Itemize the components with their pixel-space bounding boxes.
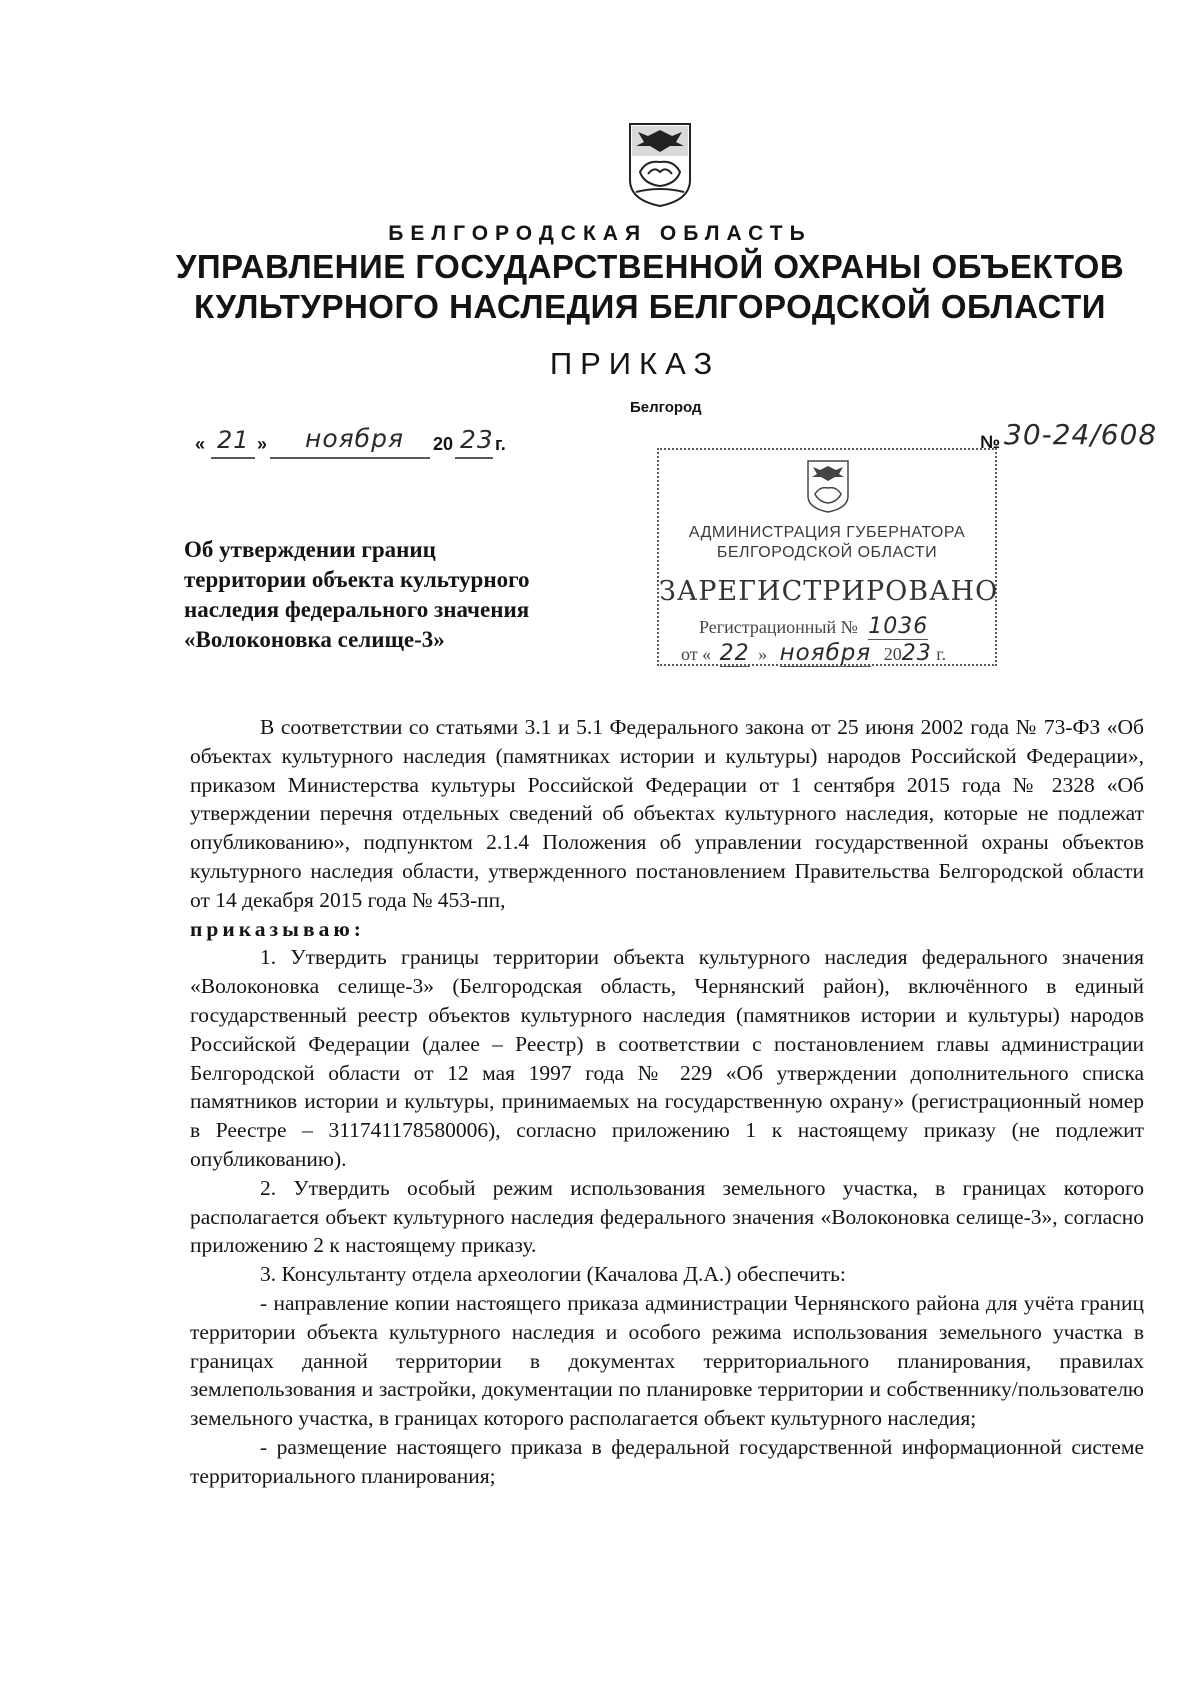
- preamble-paragraph: В соответствии со статьями 3.1 и 5.1 Федерального закона от 25 июня 2002 года № 73-ФЗ «Об объектах культурного наследия (памятниках истории и культуры) народов Российской Федерации», приказом Министерства культуры Российской Федерации от 1 сентября 2015 года № 2328 «Об утверждении перечня отдельных сведений об объектах культурного наследия, которые не подлежат опубликованию», подпунктом 2.1.4 Положения об управлении государственной охраны объектов культурного наследия области, утвержденного постановлением Правительства Белгородской области от 14 декабря 2015 года № 453-пп,: [190, 715, 1144, 912]
- date-year-prefix: 20: [433, 434, 454, 454]
- region-name: БЕЛГОРОДСКАЯ ОБЛАСТЬ: [388, 222, 812, 245]
- stamp-date-row: [681, 640, 946, 666]
- stamp-date-month: ноября: [779, 640, 872, 666]
- document-type: ПРИКАЗ: [549, 346, 721, 381]
- department-name-line2: КУЛЬТУРНОГО НАСЛЕДИЯ БЕЛГОРОДСКОЙ ОБЛАСТИ: [194, 288, 1106, 325]
- subject-line2: территории объекта культурного: [184, 567, 530, 592]
- date-open-quote: «: [195, 434, 206, 454]
- item-3-sub2-paragraph: - размещение настоящего приказа в федеральной государственной информационной системе территориального планирования;: [190, 1434, 1144, 1488]
- date-year-suffix: 23: [460, 425, 494, 454]
- order-body: [190, 713, 1144, 1491]
- number-sign: №: [980, 432, 1001, 452]
- stamp-date-close-quote: »: [758, 644, 768, 664]
- stamp-date-year-suffix: 23: [901, 641, 932, 666]
- stamp-date-day: 22: [719, 641, 750, 666]
- city-name: Белгород: [630, 399, 702, 416]
- date-underlines: [195, 428, 565, 464]
- date-month: ноября: [305, 424, 405, 453]
- stamp-line1: АДМИНИСТРАЦИЯ ГУБЕРНАТОРА: [688, 524, 966, 541]
- stamp-date-year-unit: г.: [936, 644, 947, 664]
- subject-line1: Об утверждении границ: [184, 537, 436, 562]
- item-2-paragraph: 2. Утвердить особый режим использования земельного участка, в границах которого располагается объект культурного наследия федерального значения «Волоконовка селище-3», согласно приложению 2 к настоящему приказу.: [190, 1175, 1144, 1258]
- stamp-reg-number: 1036: [868, 614, 929, 639]
- number-value: 30-24/608: [1004, 418, 1158, 451]
- date-year-unit: г.: [495, 434, 506, 454]
- stamp-line2: БЕЛГОРОДСКОЙ ОБЛАСТИ: [716, 544, 938, 561]
- stamp-reg-label: Регистрационный №: [699, 617, 858, 637]
- belgorod-coat-of-arms-icon: [805, 458, 851, 514]
- item-3-paragraph: 3. Консультанту отдела археологии (Качалова Д.А.) обеспечить:: [260, 1262, 846, 1287]
- date-day: 21: [217, 426, 250, 454]
- belgorod-coat-of-arms-icon: [626, 120, 694, 208]
- subject-line3: наследия федерального значения: [184, 597, 530, 622]
- department-name-line1: УПРАВЛЕНИЕ ГОСУДАРСТВЕННОЙ ОХРАНЫ ОБЪЕКТОВ: [175, 248, 1125, 285]
- stamp-registered: ЗАРЕГИСТРИРОВАНО: [659, 576, 999, 607]
- order-subject: [184, 535, 604, 655]
- date-close-quote: »: [257, 434, 268, 454]
- registration-stamp: [657, 448, 997, 666]
- subject-line4: «Волоконовка селище-3»: [184, 627, 445, 652]
- item-3-sub1-paragraph: - направление копии настоящего приказа администрации Чернянского района для учёта границ территории объекта культурного наследия и особого режима использования земельного участка в границах данной территории в документах территориального планирования, правилах землепользования и застройки, документации по планировке территории и собственнику/пользователю земельного участка, в границах которого располагается объект культурного наследия;: [190, 1290, 1144, 1431]
- stamp-reg-row: [699, 614, 928, 639]
- order-word: приказываю:: [190, 916, 365, 941]
- order-number: [980, 418, 1165, 458]
- stamp-from-label: от «: [681, 644, 712, 664]
- order-date: [195, 424, 565, 464]
- item-1-paragraph: 1. Утвердить границы территории объекта культурного наследия федерального значения «Волоконовка селище-3» (Белгородская область, Чернянский район), включённого в единый государственный реестр объектов культурного наследия (памятников истории и культуры) народов Российской Федерации (далее – Реестр) в соответствии с постановлением главы администрации Белгородской области от 12 мая 1997 года № 229 «Об утверждении дополнительного списка памятников истории и культуры, принимаемых на государственную охрану» (регистрационный номер в Реестре – 311741178580006), согласно приложению 1 к настоящему приказу (не подлежит опубликованию).: [190, 945, 1144, 1171]
- stamp-date-year-prefix: 20: [883, 644, 902, 664]
